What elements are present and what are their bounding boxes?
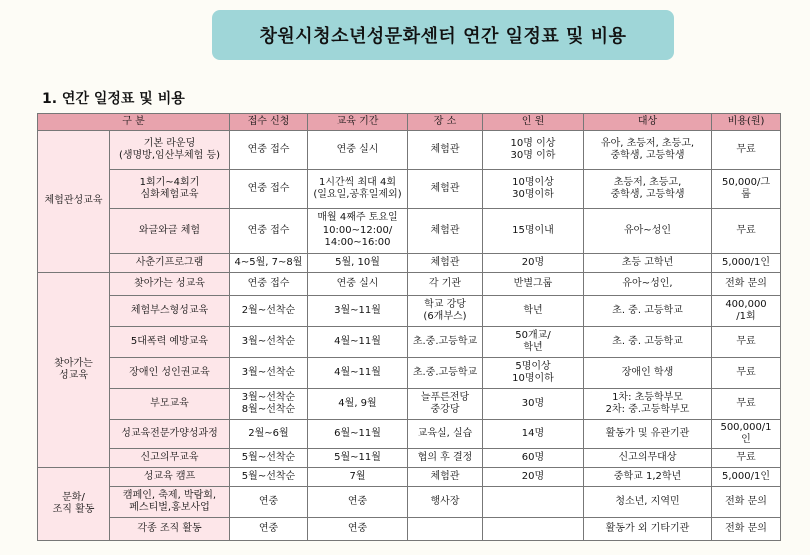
cost-cell: 무료 [712, 327, 781, 358]
period-cell: 7월 [308, 468, 408, 487]
people-cell: 15명이내 [483, 209, 584, 254]
target-cell: 1차: 초등학부모 2차: 중.고등학부모 [584, 389, 712, 420]
target-cell: 활동가 외 기타기관 [584, 518, 712, 541]
people-cell: 30명 [483, 389, 584, 420]
program-name: 성교육 캠프 [110, 468, 230, 487]
cost-cell: 무료 [712, 389, 781, 420]
people-cell [483, 518, 584, 541]
people-cell: 50개교/ 학년 [483, 327, 584, 358]
cost-cell: 500,000/1 인 [712, 420, 781, 449]
application-cell: 2월~선착순 [230, 296, 308, 327]
program-name: 사춘기프로그램 [110, 254, 230, 273]
place-cell: 체험관 [408, 131, 483, 170]
place-cell: 각 기관 [408, 273, 483, 296]
program-name: 와글와글 체험 [110, 209, 230, 254]
place-cell [408, 518, 483, 541]
program-name: 체험부스형성교육 [110, 296, 230, 327]
target-cell: 신고의무대상 [584, 449, 712, 468]
cost-cell: 5,000/1인 [712, 468, 781, 487]
period-cell: 연중 [308, 518, 408, 541]
people-cell: 60명 [483, 449, 584, 468]
header-application: 접수 신청 [230, 114, 308, 131]
period-cell: 연중 실시 [308, 273, 408, 296]
period-cell: 5월~11월 [308, 449, 408, 468]
target-cell: 장애인 학생 [584, 358, 712, 389]
cost-cell: 400,000 /1회 [712, 296, 781, 327]
place-cell: 늘푸른전당 중강당 [408, 389, 483, 420]
target-cell: 초. 중. 고등학교 [584, 327, 712, 358]
people-cell: 10명 이상 30명 이하 [483, 131, 584, 170]
period-cell: 4월~11월 [308, 327, 408, 358]
period-cell: 3월~11월 [308, 296, 408, 327]
period-cell: 연중 [308, 487, 408, 518]
table-row [38, 273, 781, 296]
header-category: 구 분 [38, 114, 230, 131]
period-cell: 1시간씩 최대 4회 (일요일,공휴일제외) [308, 170, 408, 209]
section-heading: 1. 연간 일정표 및 비용 [42, 91, 185, 107]
group-label: 찾아가는 성교육 [38, 273, 110, 468]
header-target: 대상 [584, 114, 712, 131]
header-people: 인 원 [483, 114, 584, 131]
cost-cell: 50,000/그 룹 [712, 170, 781, 209]
target-cell: 중학교 1,2학년 [584, 468, 712, 487]
table-row [38, 327, 781, 358]
program-name: 캠페인, 축제, 박람회, 페스티벌,홍보사업 [110, 487, 230, 518]
program-name: 장애인 성인권교육 [110, 358, 230, 389]
cost-cell: 전화 문의 [712, 518, 781, 541]
program-name: 5대폭력 예방교육 [110, 327, 230, 358]
period-cell: 연중 실시 [308, 131, 408, 170]
application-cell: 연중 접수 [230, 131, 308, 170]
application-cell: 5월~선착순 [230, 468, 308, 487]
people-cell: 20명 [483, 468, 584, 487]
table-row [38, 487, 781, 518]
place-cell: 체험관 [408, 209, 483, 254]
application-cell: 연중 접수 [230, 209, 308, 254]
period-cell: 4월, 9월 [308, 389, 408, 420]
period-cell: 매월 4째주 토요일 10:00~12:00/ 14:00~16:00 [308, 209, 408, 254]
target-cell: 유아~성인, [584, 273, 712, 296]
people-cell: 20명 [483, 254, 584, 273]
header-period: 교육 기간 [308, 114, 408, 131]
place-cell: 체험관 [408, 170, 483, 209]
people-cell: 14명 [483, 420, 584, 449]
application-cell: 3월~선착순 8월~선착순 [230, 389, 308, 420]
program-name: 기본 라운딩 (생명방,임산부체험 등) [110, 131, 230, 170]
people-cell [483, 487, 584, 518]
page-title: 창원시청소년성문화센터 연간 일정표 및 비용 [259, 26, 627, 47]
application-cell: 연중 [230, 518, 308, 541]
table-row [38, 254, 781, 273]
application-cell: 4~5월, 7~8월 [230, 254, 308, 273]
table-row [38, 449, 781, 468]
target-cell: 초. 중. 고등학교 [584, 296, 712, 327]
table-row [38, 389, 781, 420]
cost-cell: 무료 [712, 209, 781, 254]
people-cell: 5명이상 10명이하 [483, 358, 584, 389]
period-cell: 4월~11월 [308, 358, 408, 389]
table-row [38, 209, 781, 254]
application-cell: 2월~6월 [230, 420, 308, 449]
people-cell: 학년 [483, 296, 584, 327]
schedule-table [37, 113, 781, 541]
application-cell: 5월~선착순 [230, 449, 308, 468]
target-cell: 초등 고학년 [584, 254, 712, 273]
cost-cell: 무료 [712, 358, 781, 389]
program-name: 부모교육 [110, 389, 230, 420]
table-row [38, 420, 781, 449]
table-row [38, 296, 781, 327]
application-cell: 연중 접수 [230, 170, 308, 209]
people-cell: 10명이상 30명이하 [483, 170, 584, 209]
period-cell: 5월, 10월 [308, 254, 408, 273]
people-cell: 반별그룹 [483, 273, 584, 296]
table-row [38, 131, 781, 170]
place-cell: 학교 강당 (6개부스) [408, 296, 483, 327]
group-label: 체험관성교육 [38, 131, 110, 273]
place-cell: 초.중.고등학교 [408, 327, 483, 358]
cost-cell: 무료 [712, 449, 781, 468]
table-row [38, 170, 781, 209]
cost-cell: 무료 [712, 131, 781, 170]
place-cell: 체험관 [408, 468, 483, 487]
program-name: 1회기~4회기 심화체험교육 [110, 170, 230, 209]
place-cell: 협의 후 결정 [408, 449, 483, 468]
place-cell: 교육실, 실습 [408, 420, 483, 449]
program-name: 신고의무교육 [110, 449, 230, 468]
table-row [38, 468, 781, 487]
header-place: 장 소 [408, 114, 483, 131]
cost-cell: 전화 문의 [712, 487, 781, 518]
table-row [38, 358, 781, 389]
program-name: 각종 조직 활동 [110, 518, 230, 541]
application-cell: 연중 접수 [230, 273, 308, 296]
target-cell: 유아, 초등저, 초등고, 중학생, 고등학생 [584, 131, 712, 170]
cost-cell: 5,000/1인 [712, 254, 781, 273]
cost-cell: 전화 문의 [712, 273, 781, 296]
application-cell: 3월~선착순 [230, 327, 308, 358]
header-cost: 비용(원) [712, 114, 781, 131]
program-name: 찾아가는 성교육 [110, 273, 230, 296]
group-label: 문화/ 조직 활동 [38, 468, 110, 541]
target-cell: 청소년, 지역민 [584, 487, 712, 518]
period-cell: 6월~11월 [308, 420, 408, 449]
application-cell: 3월~선착순 [230, 358, 308, 389]
target-cell: 초등저, 초등고, 중학생, 고등학생 [584, 170, 712, 209]
table-row [38, 518, 781, 541]
header-row [38, 114, 781, 131]
page-title-banner [212, 10, 674, 60]
target-cell: 유아~성인 [584, 209, 712, 254]
program-name: 성교육전문가양성과정 [110, 420, 230, 449]
place-cell: 초.중.고등학교 [408, 358, 483, 389]
place-cell: 행사장 [408, 487, 483, 518]
target-cell: 활동가 및 유관기관 [584, 420, 712, 449]
place-cell: 체험관 [408, 254, 483, 273]
application-cell: 연중 [230, 487, 308, 518]
